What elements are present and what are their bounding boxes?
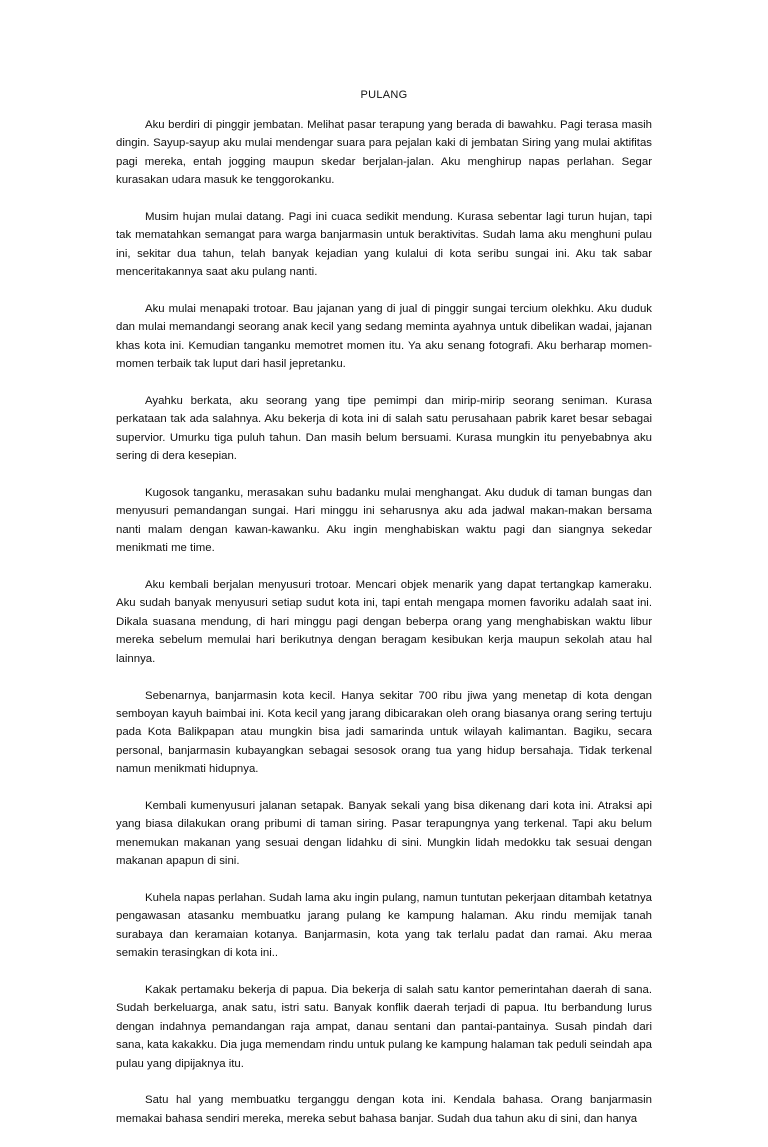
paragraph-7: Sebenarnya, banjarmasin kota kecil. Hanya sekitar 700 ribu jiwa yang menetap di kota dengan semboyan kayuh baimbai ini. Kota kecil yang jarang dibicarakan oleh orang biasanya orang sering tertuju pada Kota Balikpapan atau mungkin bisa jadi samarinda untuk wilayah kalimantan. Bagiku, secara personal, banjarmasin kubayangkan sebagai sesosok orang tua yang hidup bersahaja. Tidak terkenal namun menikmati hidupnya.	[116, 689, 652, 776]
paragraph-8: Kembali kumenyusuri jalanan setapak. Banyak sekali yang bisa dikenang dari kota ini. Atraksi api yang biasa dilakukan orang pribumi di taman siring. Pasar terapungnya yang terkenal. Tapi aku belum menemukan makanan yang sesuai dengan lidahku di sini. Mungkin lidah medokku tak sesuai dengan makanan apapun di sini.	[116, 799, 652, 868]
paragraph-9: Kuhela napas perlahan. Sudah lama aku ingin pulang, namun tuntutan pekerjaan ditambah ketatnya pengawasan atasanku membuatku jarang pulang ke kampung halaman. Aku rindu memijak tanah surabaya dan keramaian kotanya. Banjarmasin, kota yang tak terlalu padat dan ramai. Aku meraa semakin terasingkan di kota ini..	[116, 891, 652, 960]
paragraph-4: Ayahku berkata, aku seorang yang tipe pemimpi dan mirip-mirip seorang seniman. Kurasa perkataan tak ada salahnya. Aku bekerja di kota ini di salah satu perusahaan pabrik karet besar sebagai supervior. Umurku tiga puluh tahun. Dan masih belum bersuami. Kurasa mungkin itu penyebabnya aku sering di dera kesepian.	[116, 395, 652, 463]
paragraph-10: Kakak pertamaku bekerja di papua. Dia bekerja di salah satu kantor pemerintahan daerah di sana. Sudah berkeluarga, anak satu, istri satu. Banyak konflik daerah terjadi di papua. Itu berbandung lurus dengan indahnya pemandangan raja ampat, danau sentani dan pantai-pantainya. Susah pindah dari sana, kata kakakku. Dia juga memendam rindu untuk pulang ke kampung halaman tak peduli seindah apa pulau yang dipijaknya itu.	[116, 983, 652, 1070]
paragraph-11: Satu hal yang membuatku terganggu dengan kota ini. Kendala bahasa. Orang banjarmasin memakai bahasa sendiri mereka, mereka sebut bahasa banjar. Sudah dua tahun aku di sini, dan hanya	[116, 1094, 652, 1125]
paragraph-2: Musim hujan mulai datang. Pagi ini cuaca sedikit mendung. Kurasa sebentar lagi turun hujan, tapi tak mematahkan semangat para warga banjarmasin untuk beraktivitas. Sudah lama aku menghuni pulau ini, sekitar dua tahun, telah banyak kejadian yang kulalui di kota seribu sungai ini. Aku tak sabar menceritakannya saat aku pulang nanti.	[116, 211, 652, 279]
paragraph-6: Aku kembali berjalan menyusuri trotoar. Mencari objek menarik yang dapat tertangkap kameraku. Aku sudah banyak menyusuri setiap sudut kota ini, tapi entah mengapa momen favoriku adalah saat ini. Dikala suasana mendung, di hari minggu pagi dengan beberpa orang yang menghabiskan waktu libur mereka sebelum memulai hari berikutnya dengan beragam kesibukan kerja maupun sekolah atau hal lainnya.	[116, 579, 652, 665]
paragraph-5: Kugosok tanganku, merasakan suhu badanku mulai menghangat. Aku duduk di taman bungas dan menyusuri pemandangan sungai. Hari minggu ini seharusnya aku ada jadwal makan-makan bersama nanti malam dengan kawan-kawanku. Aku ingin menghabiskan waktu pagi dan siangnya sekedar menikmati me time.	[116, 487, 652, 555]
document-body	[116, 116, 652, 1147]
page-title: PULANG	[360, 89, 408, 101]
paragraph-1: Aku berdiri di pinggir jembatan. Melihat pasar terapung yang berada di bawahku. Pagi terasa masih dingin. Sayup-sayup aku mulai mendengar suara para pejalan kaki di jembatan Siring yang mulai aktifitas pagi mereka, entah jogging maupun skedar berjalan-jalan. Aku menghirup napas perlahan. Segar kurasakan udara masuk ke tenggorokanku.	[116, 119, 652, 187]
paragraph-3: Aku mulai menapaki trotoar. Bau jajanan yang di jual di pinggir sungai tercium olekhku. Aku duduk dan mulai memandangi seorang anak kecil yang sedang meminta ayahnya untuk dibelikan wadai, jajanan khas kota ini. Kemudian tanganku memotret momen itu. Ya aku senang fotografi. Aku berharap momen-momen terbaik tak luput dari hasil jepretanku.	[116, 303, 652, 371]
